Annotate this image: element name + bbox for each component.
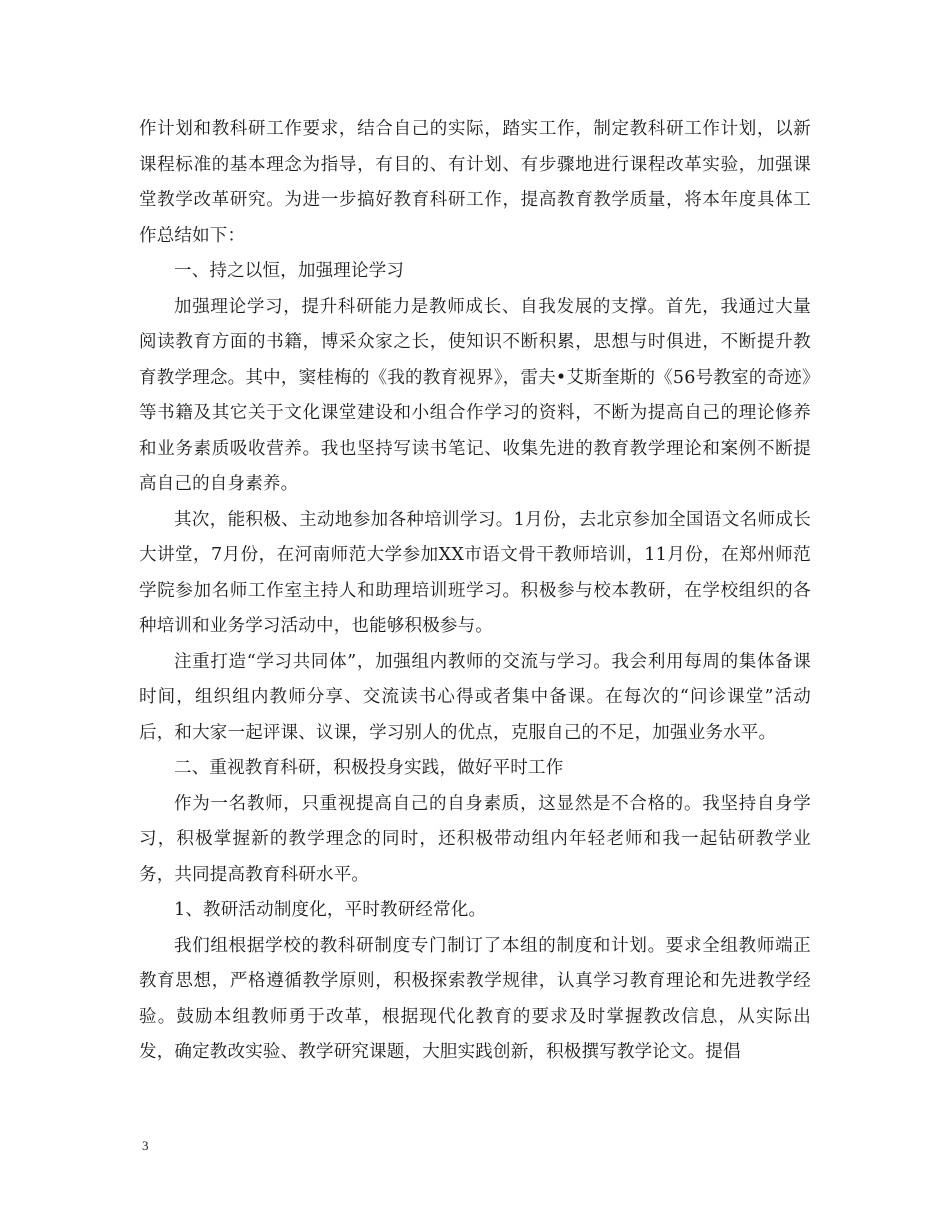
paragraph-intro: 作计划和教科研工作要求，结合自己的实际，踏实工作，制定教科研工作计划，以新课程标准的基本理念为指导，有目的、有计划、有步骤地进行课程改革实验，加强课堂教学改革研究。为进一步搞好教育科研工作，提高教育教学质量，将本年度具体工作总结如下： [139,119,811,246]
paragraph-learning-community: 注重打造“学习共同体”，加强组内教师的交流与学习。我会利用每周的集体备课时间，组织组内教师分享、交流读书心得或者集中备课。在每次的“问诊课堂”活动后，和大家一起评课、议课，学习别人的优点，克服自己的不足，加强业务水平。 [139,651,811,743]
paragraph-teacher-role: 作为一名教师，只重视提高自己的自身素质，这显然是不合格的。我坚持自身学习，积极掌握新的教学理念的同时，还积极带动组内年轻老师和我一起钻研教学业务，共同提高教育科研水平。 [139,793,811,885]
paragraph-research-system: 我们组根据学校的教科研制度专门制订了本组的制度和计划。要求全组教师端正教育思想，严格遵循教学原则，积极探索教学规律，认真学习教育理论和先进教学经验。鼓励本组教师勇于改革，根据现代化教育的要求及时掌握教改信息，从实际出发，确定教改实验、教学研究课题，大胆实践创新，积极撰写教学论文。提倡 [139,935,811,1062]
section-heading-1: 一、持之以恒，加强理论学习 [174,261,405,281]
section-heading-2: 二、重视教育科研，积极投身实践，做好平时工作 [174,758,564,778]
paragraph-training: 其次，能积极、主动地参加各种培训学习。1月份，去北京参加全国语文名师成长大讲堂，7月份，在河南师范大学参加XX市语文骨干教师培训，11月份，在郑州师范学院参加名师工作室主持人和助理培训班学习。积极参与校本教研，在学校组织的各种培训和业务学习活动中，也能够积极参与。 [139,509,811,636]
subsection-heading-1: 1、教研活动制度化，平时教研经常化。 [174,900,487,920]
document-body [139,112,811,1071]
paragraph-theory-study: 加强理论学习，提升科研能力是教师成长、自我发展的支撑。首先，我通过大量阅读教育方面的书籍，博采众家之长，使知识不断积累，思想与时俱进，不断提升教育教学理念。其中，窦桂梅的《我的教育视界》，雷夫•艾斯奎斯的《56号教室的奇迹》等书籍及其它关于文化课堂建设和小组合作学习的资料，不断为提高自己的理论修养和业务素质吸收营养。我也坚持写读书笔记、收集先进的教育教学理论和案例不断提高自己的自身素养。 [139,296,811,494]
page-number: 3 [142,1138,149,1153]
